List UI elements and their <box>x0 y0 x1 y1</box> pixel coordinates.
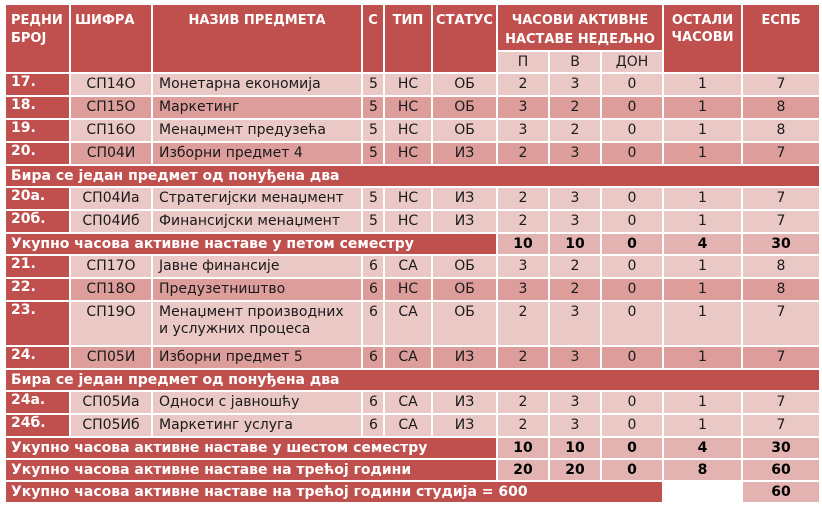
table-row <box>5 210 820 233</box>
row-ostali: 1 <box>663 278 742 301</box>
row-don: 0 <box>601 255 663 278</box>
table-row <box>5 142 820 165</box>
row-p: 2 <box>497 301 549 346</box>
row-code: СП05Иа <box>70 391 152 414</box>
row-name: Стратегијски менаџмент <box>152 187 362 210</box>
row-code: СП15О <box>70 96 152 119</box>
row-v: 3 <box>549 414 601 437</box>
row-v: 3 <box>549 73 601 96</box>
row-code: СП04И <box>70 142 152 165</box>
row-espb: 8 <box>742 255 820 278</box>
row-s: 6 <box>362 278 384 301</box>
total-sem5-don: 0 <box>601 233 663 255</box>
row-v: 3 <box>549 210 601 233</box>
row-tip: НС <box>384 278 432 301</box>
row-p: 3 <box>497 255 549 278</box>
choice-band-label: Бира се један предмет од понуђена два <box>5 165 820 187</box>
row-number: 19. <box>5 119 70 142</box>
row-don: 0 <box>601 187 663 210</box>
total-year3-espb: 60 <box>742 459 820 481</box>
row-name: Предузетништво <box>152 278 362 301</box>
row-p: 3 <box>497 278 549 301</box>
total-row-year3 <box>5 459 820 481</box>
row-name-line2: и услужних процеса <box>159 321 311 337</box>
row-don: 0 <box>601 73 663 96</box>
row-tip: НС <box>384 119 432 142</box>
table-row <box>5 187 820 210</box>
row-s: 5 <box>362 96 384 119</box>
total-sem5-p: 10 <box>497 233 549 255</box>
row-don: 0 <box>601 301 663 346</box>
row-don: 0 <box>601 278 663 301</box>
row-ostali: 1 <box>663 119 742 142</box>
row-espb: 7 <box>742 346 820 369</box>
total-sem6-label: Укупно часова активне наставе у шестом семестру <box>5 437 497 459</box>
table-row <box>5 346 820 369</box>
row-status: ОБ <box>432 278 497 301</box>
row-p: 3 <box>497 119 549 142</box>
total-studies-gap <box>663 481 742 503</box>
row-ostali: 1 <box>663 187 742 210</box>
row-status: ОБ <box>432 119 497 142</box>
row-don: 0 <box>601 391 663 414</box>
row-s: 6 <box>362 414 384 437</box>
row-ostali: 1 <box>663 414 742 437</box>
total-year3-ostali: 8 <box>663 459 742 481</box>
header-redni-broj: РЕДНИ БРОЈ <box>5 4 70 73</box>
row-v: 3 <box>549 346 601 369</box>
row-espb: 7 <box>742 301 820 346</box>
row-number: 17. <box>5 73 70 96</box>
row-number: 20а. <box>5 187 70 210</box>
row-name <box>152 301 362 346</box>
row-code: СП18О <box>70 278 152 301</box>
row-status: ИЗ <box>432 210 497 233</box>
row-espb: 7 <box>742 414 820 437</box>
row-number: 24. <box>5 346 70 369</box>
header-don: ДОН <box>601 51 663 73</box>
row-code: СП04Иа <box>70 187 152 210</box>
row-status: ОБ <box>432 96 497 119</box>
row-tip: СА <box>384 414 432 437</box>
header-p: П <box>497 51 549 73</box>
table-row <box>5 414 820 437</box>
row-v: 2 <box>549 278 601 301</box>
row-tip: СА <box>384 391 432 414</box>
row-s: 6 <box>362 255 384 278</box>
total-sem5-ostali: 4 <box>663 233 742 255</box>
row-number: 20б. <box>5 210 70 233</box>
row-ostali: 1 <box>663 73 742 96</box>
row-p: 2 <box>497 346 549 369</box>
row-number: 23. <box>5 301 70 346</box>
row-ostali: 1 <box>663 210 742 233</box>
row-number: 22. <box>5 278 70 301</box>
table-row <box>5 255 820 278</box>
row-don: 0 <box>601 210 663 233</box>
total-row-sem5 <box>5 233 820 255</box>
row-s: 5 <box>362 119 384 142</box>
row-p: 2 <box>497 210 549 233</box>
total-year3-p: 20 <box>497 459 549 481</box>
header-ostali: ОСТАЛИ ЧАСОВИ <box>663 4 742 73</box>
row-espb: 7 <box>742 210 820 233</box>
row-s: 5 <box>362 210 384 233</box>
header-status: СТАТУС <box>432 4 497 73</box>
row-status: ИЗ <box>432 391 497 414</box>
choice-band-label: Бира се један предмет од понуђена два <box>5 369 820 391</box>
row-name: Финансијски менаџмент <box>152 210 362 233</box>
header-casovi-aktivne: ЧАСОВИ АКТИВНЕ НАСТАВЕ НЕДЕЉНО <box>497 4 663 51</box>
total-sem6-don: 0 <box>601 437 663 459</box>
row-don: 0 <box>601 346 663 369</box>
row-p: 2 <box>497 142 549 165</box>
row-code: СП14О <box>70 73 152 96</box>
row-v: 3 <box>549 391 601 414</box>
row-p: 2 <box>497 73 549 96</box>
choice-band <box>5 369 820 391</box>
header-espb: ЕСПБ <box>742 4 820 73</box>
row-s: 6 <box>362 391 384 414</box>
row-number: 20. <box>5 142 70 165</box>
total-studies-espb: 60 <box>742 481 820 503</box>
row-number: 21. <box>5 255 70 278</box>
row-name: Јавне финансије <box>152 255 362 278</box>
total-sem6-ostali: 4 <box>663 437 742 459</box>
row-don: 0 <box>601 96 663 119</box>
row-status: ОБ <box>432 301 497 346</box>
total-sem6-p: 10 <box>497 437 549 459</box>
row-espb: 8 <box>742 96 820 119</box>
row-v: 3 <box>549 301 601 346</box>
row-don: 0 <box>601 414 663 437</box>
row-tip: СА <box>384 346 432 369</box>
total-sem6-v: 10 <box>549 437 601 459</box>
row-p: 2 <box>497 414 549 437</box>
row-ostali: 1 <box>663 301 742 346</box>
row-name: Односи с јавношћу <box>152 391 362 414</box>
header-s: С <box>362 4 384 73</box>
row-espb: 8 <box>742 278 820 301</box>
table-row <box>5 73 820 96</box>
total-sem6-espb: 30 <box>742 437 820 459</box>
row-tip: НС <box>384 187 432 210</box>
row-code: СП05И <box>70 346 152 369</box>
header-v: В <box>549 51 601 73</box>
row-name: Менаџмент предузећа <box>152 119 362 142</box>
row-tip: НС <box>384 96 432 119</box>
total-sem5-v: 10 <box>549 233 601 255</box>
row-v: 2 <box>549 255 601 278</box>
row-s: 6 <box>362 301 384 346</box>
row-name: Маркетинг услуга <box>152 414 362 437</box>
table-row <box>5 96 820 119</box>
row-tip: НС <box>384 142 432 165</box>
row-code: СП17О <box>70 255 152 278</box>
row-name: Изборни предмет 4 <box>152 142 362 165</box>
row-number: 24а. <box>5 391 70 414</box>
row-tip: СА <box>384 301 432 346</box>
row-espb: 7 <box>742 73 820 96</box>
table-row <box>5 301 820 346</box>
row-status: ОБ <box>432 255 497 278</box>
row-ostali: 1 <box>663 142 742 165</box>
total-row-studies <box>5 481 820 503</box>
row-v: 3 <box>549 187 601 210</box>
row-tip: НС <box>384 73 432 96</box>
row-don: 0 <box>601 142 663 165</box>
choice-band <box>5 165 820 187</box>
row-status: ИЗ <box>432 142 497 165</box>
row-p: 2 <box>497 391 549 414</box>
row-tip: СА <box>384 255 432 278</box>
total-studies-label: Укупно часова активне наставе на трећој години студија = 600 <box>5 481 663 503</box>
row-p: 3 <box>497 96 549 119</box>
row-number: 24б. <box>5 414 70 437</box>
header-row <box>5 4 820 51</box>
total-sem5-label: Укупно часова активне наставе у петом семестру <box>5 233 497 255</box>
table-row <box>5 391 820 414</box>
row-v: 2 <box>549 96 601 119</box>
row-v: 2 <box>549 119 601 142</box>
total-year3-label: Укупно часова активне наставе на трећој години <box>5 459 497 481</box>
row-don: 0 <box>601 119 663 142</box>
curriculum-table <box>4 3 821 504</box>
table-row <box>5 278 820 301</box>
row-name-line1: Менаџмент производних <box>159 304 344 320</box>
total-year3-don: 0 <box>601 459 663 481</box>
table-row <box>5 119 820 142</box>
row-code: СП19О <box>70 301 152 346</box>
row-name: Маркетинг <box>152 96 362 119</box>
total-year3-v: 20 <box>549 459 601 481</box>
header-sifra: ШИФРА <box>70 4 152 73</box>
row-s: 5 <box>362 142 384 165</box>
row-espb: 7 <box>742 391 820 414</box>
row-ostali: 1 <box>663 391 742 414</box>
row-code: СП04Иб <box>70 210 152 233</box>
row-ostali: 1 <box>663 255 742 278</box>
row-code: СП16О <box>70 119 152 142</box>
row-s: 5 <box>362 187 384 210</box>
row-number: 18. <box>5 96 70 119</box>
row-tip: НС <box>384 210 432 233</box>
row-espb: 8 <box>742 119 820 142</box>
total-sem5-espb: 30 <box>742 233 820 255</box>
row-status: ИЗ <box>432 346 497 369</box>
row-status: ИЗ <box>432 187 497 210</box>
row-espb: 7 <box>742 142 820 165</box>
row-v: 3 <box>549 142 601 165</box>
row-name: Монетарна економија <box>152 73 362 96</box>
header-tip: ТИП <box>384 4 432 73</box>
header-naziv: НАЗИВ ПРЕДМЕТА <box>152 4 362 73</box>
row-status: ИЗ <box>432 414 497 437</box>
row-code: СП05Иб <box>70 414 152 437</box>
row-espb: 7 <box>742 187 820 210</box>
row-status: ОБ <box>432 73 497 96</box>
row-name: Изборни предмет 5 <box>152 346 362 369</box>
total-row-sem6 <box>5 437 820 459</box>
row-p: 2 <box>497 187 549 210</box>
row-s: 6 <box>362 346 384 369</box>
row-ostali: 1 <box>663 346 742 369</box>
row-ostali: 1 <box>663 96 742 119</box>
row-s: 5 <box>362 73 384 96</box>
